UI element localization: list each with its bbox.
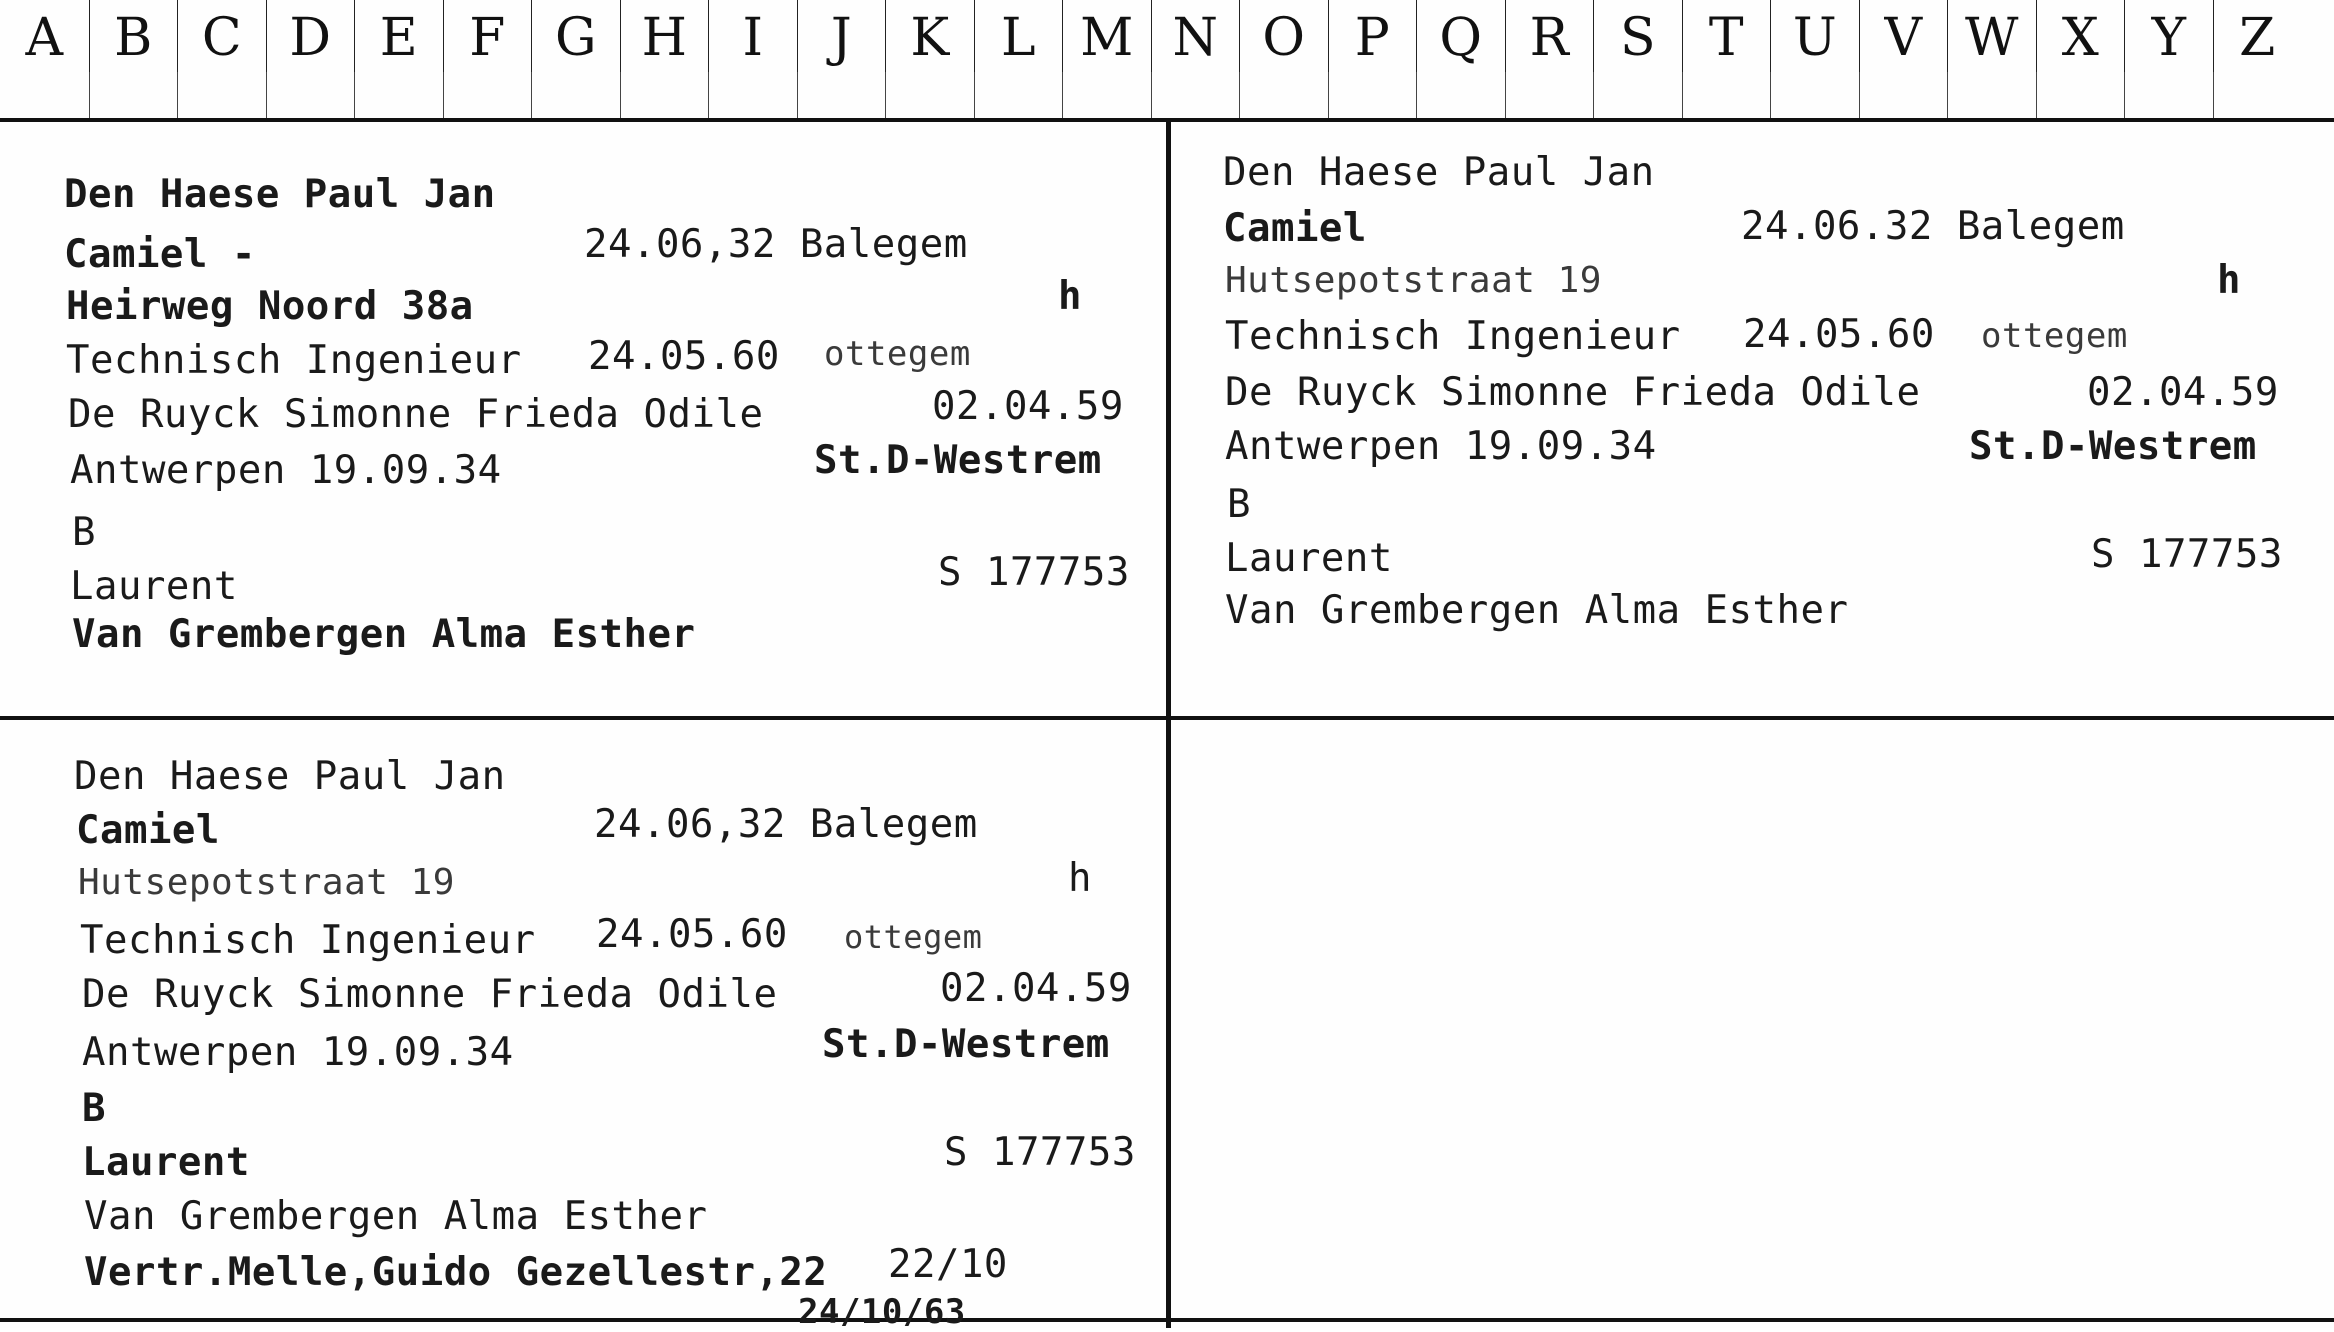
alpha-tick: [885, 72, 974, 118]
card-spouse-date: 02.04.59: [932, 384, 1124, 429]
alpha-letter[interactable]: S: [1593, 0, 1682, 72]
card-spouse-birth: Antwerpen 19.09.34: [82, 1030, 514, 1075]
card-spouse: De Ruyck Simonne Frieda Odile: [1225, 370, 1921, 415]
card-child: Laurent: [1225, 536, 1393, 581]
alpha-tick: [354, 72, 443, 118]
alpha-tick: [2124, 72, 2213, 118]
alpha-tick: [1593, 72, 1682, 118]
card-number: S 177753: [2091, 532, 2283, 577]
alpha-tick: [708, 72, 797, 118]
card-note: Vertr.Melle,Guido Gezellestr,22: [84, 1250, 828, 1295]
card-spouse-birth: Antwerpen 19.09.34: [1225, 424, 1657, 469]
bottom-divider: [0, 1318, 2334, 1322]
alpha-tick: [1682, 72, 1771, 118]
alpha-tick: [1770, 72, 1859, 118]
card-spouse-date: 02.04.59: [2087, 370, 2279, 415]
card-code: B: [1227, 482, 1251, 527]
record-card-top-left: [0, 122, 1166, 716]
alpha-letter[interactable]: H: [620, 0, 709, 72]
card-number: S 177753: [938, 550, 1130, 595]
alphabet-tick-row: [0, 72, 2334, 118]
alpha-letter[interactable]: V: [1859, 0, 1948, 72]
alpha-tick: [443, 72, 532, 118]
alpha-letter[interactable]: Y: [2124, 0, 2213, 72]
alpha-letter[interactable]: G: [531, 0, 620, 72]
alpha-tick: [1416, 72, 1505, 118]
alpha-tick: [177, 72, 266, 118]
alpha-tick: [1239, 72, 1328, 118]
card-address: Heirweg Noord 38a: [66, 284, 474, 329]
alpha-letter[interactable]: I: [708, 0, 797, 72]
card-firstname: Camiel -: [64, 232, 256, 277]
alpha-letter[interactable]: E: [354, 0, 443, 72]
alphabet-index: [0, 0, 2334, 72]
alpha-letter[interactable]: K: [885, 0, 974, 72]
alpha-tick: [2036, 72, 2125, 118]
alpha-tick: [1859, 72, 1948, 118]
card-marker: h: [2217, 258, 2241, 303]
card-spouse-place: St.D-Westrem: [822, 1022, 1110, 1067]
card-firstname: Camiel: [76, 808, 220, 853]
card-marriage-date: 24.05.60: [596, 912, 788, 957]
card-spouse: De Ruyck Simonne Frieda Odile: [82, 972, 778, 1017]
alpha-letter[interactable]: T: [1682, 0, 1771, 72]
card-marriage-place: ottegem: [824, 334, 971, 374]
card-marker: h: [1068, 856, 1092, 901]
card-address: Hutsepotstraat 19: [78, 862, 455, 903]
alpha-tick: [1328, 72, 1417, 118]
alpha-letter[interactable]: D: [266, 0, 355, 72]
alpha-tick: [1947, 72, 2036, 118]
card-name: Den Haese Paul Jan: [74, 754, 506, 799]
record-card-bottom-left: [0, 720, 1166, 1332]
alpha-letter[interactable]: U: [1770, 0, 1859, 72]
card-birth: 24.06.32 Balegem: [1741, 204, 2125, 249]
card-firstname: Camiel: [1223, 206, 1367, 251]
card-spouse-birth: Antwerpen 19.09.34: [70, 448, 502, 493]
card-spouse-place: St.D-Westrem: [1969, 424, 2257, 469]
alpha-letter[interactable]: J: [797, 0, 886, 72]
alpha-tick: [1151, 72, 1240, 118]
card-number: S 177753: [944, 1130, 1136, 1175]
card-profession: Technisch Ingenieur: [80, 918, 536, 963]
card-name: Den Haese Paul Jan: [64, 172, 496, 217]
alpha-letter[interactable]: L: [974, 0, 1063, 72]
alpha-letter[interactable]: Q: [1416, 0, 1505, 72]
card-note-date: 22/10: [888, 1242, 1008, 1287]
card-mother: Van Grembergen Alma Esther: [1225, 588, 1849, 633]
alpha-tick: [974, 72, 1063, 118]
card-spouse-place: St.D-Westrem: [814, 438, 1102, 483]
alpha-tick: [1505, 72, 1594, 118]
alpha-tick: [89, 72, 178, 118]
alpha-letter[interactable]: P: [1328, 0, 1417, 72]
card-mother: Van Grembergen Alma Esther: [84, 1194, 708, 1239]
card-code: B: [82, 1086, 106, 1131]
alpha-tick: [1062, 72, 1151, 118]
card-spouse-date: 02.04.59: [940, 966, 1132, 1011]
alpha-letter[interactable]: R: [1505, 0, 1594, 72]
alpha-tick: [0, 72, 89, 118]
alpha-tick: [531, 72, 620, 118]
card-birth: 24.06,32 Balegem: [594, 802, 978, 847]
card-mother: Van Grembergen Alma Esther: [72, 612, 696, 657]
record-card-bottom-right-empty: [1171, 720, 2334, 1318]
card-marriage-date: 24.05.60: [1743, 312, 1935, 357]
alpha-letter[interactable]: X: [2036, 0, 2125, 72]
card-name: Den Haese Paul Jan: [1223, 150, 1655, 195]
alpha-letter[interactable]: F: [443, 0, 532, 72]
card-marriage-place: ottegem: [844, 918, 983, 956]
alpha-letter[interactable]: C: [177, 0, 266, 72]
card-code: B: [72, 510, 96, 555]
alpha-tick: [797, 72, 886, 118]
card-spouse: De Ruyck Simonne Frieda Odile: [68, 392, 764, 437]
card-marker: h: [1058, 274, 1082, 319]
card-child: Laurent: [82, 1140, 250, 1185]
card-birth: 24.06,32 Balegem: [584, 222, 968, 267]
card-profession: Technisch Ingenieur: [1225, 314, 1681, 359]
alpha-letter[interactable]: M: [1062, 0, 1151, 72]
card-marriage-date: 24.05.60: [588, 334, 780, 379]
alpha-letter[interactable]: N: [1151, 0, 1240, 72]
card-stamp-date: 24/10/63: [798, 1292, 966, 1332]
alpha-tick: [620, 72, 709, 118]
alpha-letter[interactable]: A: [25, 8, 64, 68]
alpha-letter[interactable]: B: [89, 0, 178, 72]
alpha-letter[interactable]: W: [1947, 0, 2036, 72]
alpha-letter[interactable]: O: [1239, 0, 1328, 72]
alpha-tick: [266, 72, 355, 118]
alpha-tick: [2213, 72, 2302, 118]
card-child: Laurent: [70, 564, 238, 609]
card-marriage-place: ottegem: [1981, 316, 2128, 356]
record-card-top-right: [1171, 122, 2334, 716]
card-profession: Technisch Ingenieur: [66, 338, 522, 383]
card-address: Hutsepotstraat 19: [1225, 260, 1602, 301]
alpha-letter[interactable]: Z: [2213, 0, 2302, 72]
